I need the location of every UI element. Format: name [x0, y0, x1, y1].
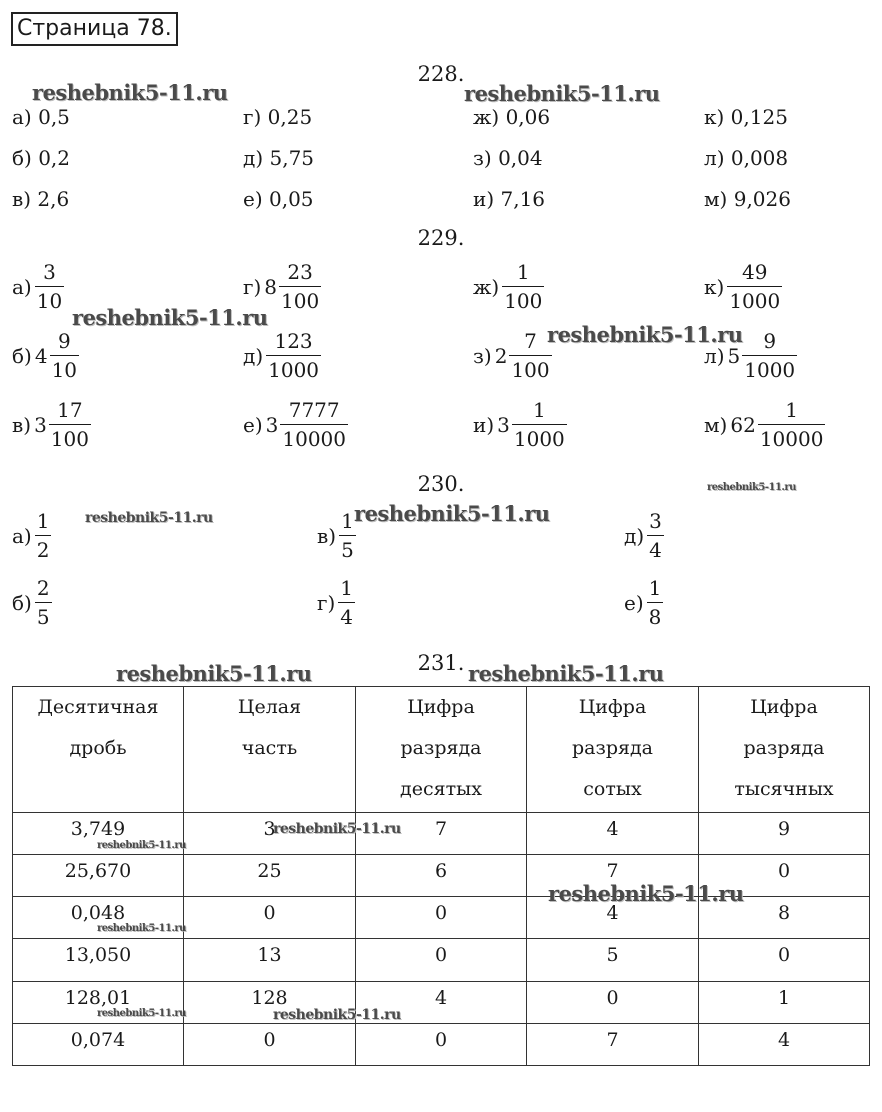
table-header-row [13, 687, 870, 813]
table-cell: 6 [356, 855, 527, 897]
answer-230-e [624, 578, 663, 627]
answer-228-i [473, 187, 545, 211]
fraction [49, 400, 91, 449]
answer-label: з) [473, 343, 492, 368]
watermark: reshebnik5-11.ru [464, 81, 660, 106]
table-cell: 0 [356, 897, 527, 939]
answer-value: 0,5 [38, 105, 70, 129]
answer-229-z [473, 331, 552, 380]
numerator: 3 [649, 509, 662, 533]
numerator: 7777 [288, 398, 340, 422]
table-cell: 13 [184, 939, 356, 981]
table-cell: 0 [184, 897, 356, 939]
answer-228-k [704, 105, 788, 129]
denominator: 10000 [280, 424, 348, 449]
answer-label: а) [12, 523, 32, 548]
numerator: 123 [274, 329, 313, 353]
answer-label: и) [473, 412, 495, 437]
answer-228-d [243, 146, 314, 170]
numerator: 1 [532, 398, 546, 422]
watermark: reshebnik5-11.ru [547, 322, 743, 347]
fraction [35, 262, 64, 311]
answer-228-zh [473, 105, 550, 129]
table-row [13, 1023, 870, 1065]
exercise-number-228: 228. [417, 62, 465, 86]
whole-part: 3 [497, 412, 510, 437]
denominator: 1000 [742, 355, 797, 380]
answer-229-k [704, 262, 782, 311]
answer-label: е) [243, 187, 263, 211]
table-cell: 0 [699, 855, 870, 897]
denominator: 4 [647, 535, 664, 560]
fraction [758, 400, 826, 449]
answer-label: м) [704, 412, 728, 437]
whole-part: 3 [265, 412, 279, 437]
answer-label: д) [243, 146, 264, 170]
answer-230-b [12, 578, 52, 627]
watermark: reshebnik5-11.ru [273, 821, 401, 837]
table-cell: 13,050 [13, 939, 184, 981]
exercise-number-229: 229. [417, 226, 465, 250]
answer-229-b [12, 331, 79, 380]
watermark: reshebnik5-11.ru [116, 661, 312, 686]
exercise-number-230: 230. [417, 472, 465, 496]
numerator: 1 [516, 260, 530, 284]
answer-value: 0,125 [730, 105, 788, 129]
column-header-whole-part: Целая часть [184, 687, 356, 813]
denominator: 2 [35, 535, 52, 560]
answer-value: 0,04 [498, 146, 543, 170]
fraction [339, 511, 356, 560]
answer-229-d [243, 331, 321, 380]
answer-label: г) [317, 590, 336, 615]
fraction [647, 511, 664, 560]
watermark: reshebnik5-11.ru [707, 482, 796, 493]
answer-228-l [704, 146, 788, 170]
answer-value: 0,06 [505, 105, 551, 129]
table-cell: 128 [184, 981, 356, 1023]
watermark: reshebnik5-11.ru [468, 661, 664, 686]
answer-228-g [243, 105, 312, 129]
exercise-number-231: 231. [417, 651, 465, 675]
table-cell: 0 [699, 939, 870, 981]
fraction [35, 578, 52, 627]
fraction [742, 331, 797, 380]
table-cell: 7 [527, 855, 699, 897]
answer-label: д) [243, 343, 264, 368]
numerator: 2 [36, 576, 50, 600]
answer-229-e [243, 400, 348, 449]
answer-230-a [12, 511, 51, 560]
answer-label: б) [12, 343, 32, 368]
table-cell: 4 [527, 813, 699, 855]
table-cell: 3 [184, 813, 356, 855]
answer-228-a [12, 105, 70, 129]
denominator: 10000 [758, 424, 826, 449]
denominator: 8 [647, 602, 664, 627]
numerator: 1 [36, 509, 50, 533]
watermark: reshebnik5-11.ru [97, 923, 186, 934]
fraction [338, 578, 355, 627]
answer-label: м) [704, 187, 728, 211]
answer-229-m [704, 400, 825, 449]
answer-label: л) [704, 343, 725, 368]
answer-label: ж) [473, 105, 500, 129]
denominator: 1000 [512, 424, 567, 449]
denominator: 100 [502, 286, 544, 311]
table-row [13, 981, 870, 1023]
answer-228-z [473, 146, 543, 170]
answer-label: к) [704, 105, 725, 129]
denominator: 100 [49, 424, 91, 449]
answer-228-e [243, 187, 314, 211]
numerator: 9 [57, 329, 71, 353]
fraction [35, 511, 52, 560]
whole-part: 3 [34, 412, 47, 437]
watermark: reshebnik5-11.ru [97, 840, 186, 851]
fraction [280, 400, 348, 449]
answer-229-i [473, 400, 567, 449]
fraction [502, 262, 544, 311]
denominator: 1000 [727, 286, 782, 311]
answer-label: д) [624, 523, 645, 548]
answer-value: 5,75 [269, 146, 315, 170]
table-row [13, 855, 870, 897]
whole-part: 4 [34, 343, 48, 368]
answer-229-a [12, 262, 64, 311]
answer-label: е) [243, 412, 263, 437]
fraction [266, 331, 321, 380]
answer-value: 0,008 [730, 146, 789, 170]
watermark: reshebnik5-11.ru [72, 305, 268, 330]
answer-value: 0,25 [267, 105, 313, 129]
answer-label: л) [704, 146, 725, 170]
answer-label: г) [243, 105, 262, 129]
answer-229-l [704, 331, 797, 380]
column-header-tenths-digit: Цифра разряда десятых [356, 687, 527, 813]
answer-230-g [317, 578, 355, 627]
table-cell: 1 [699, 981, 870, 1023]
table-cell: 4 [527, 897, 699, 939]
table-cell: 25,670 [13, 855, 184, 897]
whole-part: 2 [494, 343, 508, 368]
whole-part: 5 [727, 343, 741, 368]
answer-label: и) [473, 187, 495, 211]
fraction [50, 331, 79, 380]
table-cell: 0,074 [13, 1023, 184, 1065]
watermark: reshebnik5-11.ru [97, 1008, 186, 1019]
answer-label: ж) [473, 274, 500, 299]
answer-value: 7,16 [500, 187, 546, 211]
decimal-digits-table [12, 686, 870, 1066]
answer-229-zh [473, 262, 544, 311]
column-header-decimal-fraction: Десятичная дробь [13, 687, 184, 813]
answer-label: а) [12, 105, 32, 129]
table-cell: 8 [699, 897, 870, 939]
fraction [279, 262, 321, 311]
numerator: 3 [43, 260, 56, 284]
answer-label: в) [12, 412, 32, 437]
table-cell: 7 [356, 813, 527, 855]
column-header-hundredths-digit: Цифра разряда сотых [527, 687, 699, 813]
answer-228-v [12, 187, 69, 211]
table-cell: 0 [184, 1023, 356, 1065]
whole-part: 62 [730, 412, 756, 437]
denominator: 10 [50, 355, 79, 380]
table-cell: 9 [699, 813, 870, 855]
fraction [509, 331, 551, 380]
answer-label: з) [473, 146, 492, 170]
answer-label: г) [243, 274, 262, 299]
table-cell: 5 [527, 939, 699, 981]
answer-label: а) [12, 274, 32, 299]
table-cell: 0 [356, 1023, 527, 1065]
table-cell: 0 [527, 981, 699, 1023]
answer-label: б) [12, 590, 32, 615]
answer-value: 0,05 [269, 187, 314, 211]
numerator: 1 [648, 576, 662, 600]
answer-value: 9,026 [733, 187, 791, 211]
answer-229-v [12, 400, 91, 449]
fraction [512, 400, 567, 449]
watermark: reshebnik5-11.ru [32, 80, 228, 105]
numerator: 49 [742, 260, 768, 284]
denominator: 10 [35, 286, 64, 311]
denominator: 5 [339, 535, 356, 560]
answer-label: к) [704, 274, 725, 299]
table-cell: 0 [356, 939, 527, 981]
table-row [13, 897, 870, 939]
numerator: 7 [524, 329, 537, 353]
table-cell: 4 [356, 981, 527, 1023]
table-row [13, 813, 870, 855]
fraction [647, 578, 664, 627]
answer-label: е) [624, 590, 644, 615]
denominator: 4 [338, 602, 355, 627]
answer-value: 2,6 [37, 187, 70, 211]
answer-label: в) [317, 523, 337, 548]
numerator: 1 [785, 398, 798, 422]
numerator: 1 [340, 576, 354, 600]
table-cell: 0,048 [13, 897, 184, 939]
table-cell: 25 [184, 855, 356, 897]
whole-part: 8 [264, 274, 278, 299]
answer-value: 0,2 [38, 146, 71, 170]
fraction [727, 262, 782, 311]
answer-230-d [624, 511, 664, 560]
numerator: 1 [341, 509, 354, 533]
answer-228-b [12, 146, 70, 170]
table-cell: 128,01 [13, 981, 184, 1023]
denominator: 100 [509, 355, 551, 380]
denominator: 5 [35, 602, 52, 627]
numerator: 23 [287, 260, 313, 284]
column-header-thousandths-digit: Цифра разряда тысячных [699, 687, 870, 813]
denominator: 1000 [266, 355, 321, 380]
watermark: reshebnik5-11.ru [85, 510, 213, 526]
numerator: 9 [763, 329, 777, 353]
table-cell: 7 [527, 1023, 699, 1065]
table-cell: 4 [699, 1023, 870, 1065]
answer-229-g [243, 262, 321, 311]
watermark: reshebnik5-11.ru [354, 501, 550, 526]
answer-label: в) [12, 187, 32, 211]
answer-label: б) [12, 146, 32, 170]
answer-230-v [317, 511, 356, 560]
table-cell: 3,749 [13, 813, 184, 855]
answer-228-m [704, 187, 791, 211]
page-title: Страница 78. [11, 12, 178, 46]
numerator: 17 [57, 398, 83, 422]
watermark: reshebnik5-11.ru [273, 1007, 401, 1023]
table-row [13, 939, 870, 981]
denominator: 100 [279, 286, 321, 311]
watermark: reshebnik5-11.ru [548, 881, 744, 906]
